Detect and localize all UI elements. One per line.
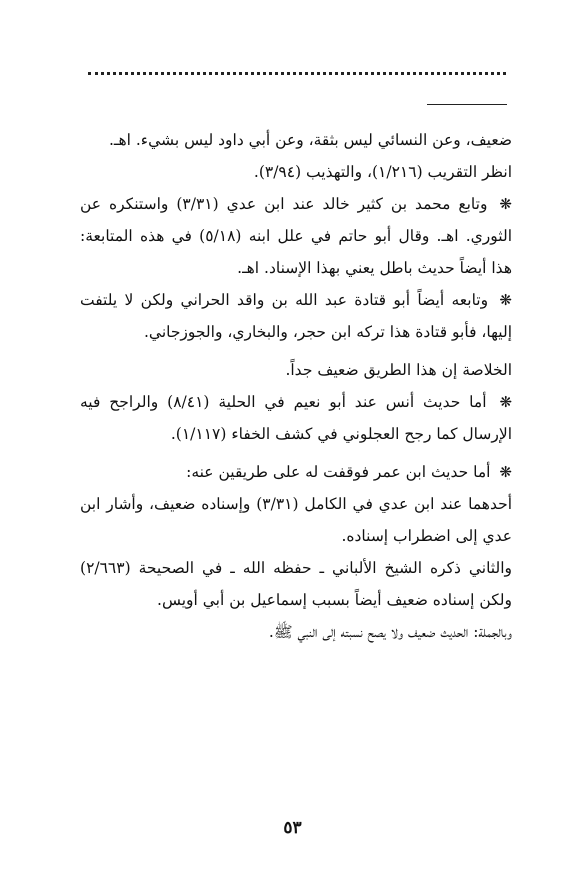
paragraph-7 <box>80 456 512 488</box>
paragraph-7-text: أما حديث ابن عمر فوقفت له على طريقين عنه: <box>186 463 491 481</box>
dotted-separator <box>88 62 506 75</box>
paragraph-3-text: وتابع محمد بن كثير خالد عند ابن عدي (٣/٣١) واستنكره عن الثوري. اهـ. وقال أبو حاتم في علل ابنه (٥/١٨) في هذه المتابعة: هذا أيضاً حديث باطل يعني بهذا الإسناد. اهـ. <box>80 195 512 277</box>
paragraph-9: والثاني ذكره الشيخ الألباني ـ حفظه الله ـ في الصحيحة (٢/٦٦٣) ولكن إسناده ضعيف أيضاً بسبب إسماعيل بن أبي أويس. <box>80 559 512 609</box>
paragraph-8: أحدهما عند ابن عدي في الكامل (٣/٣١) وإسناده ضعيف، وأشار ابن عدي إلى اضطراب إسناده. <box>80 495 513 545</box>
page-number: ٥٣ <box>283 818 302 838</box>
paragraph-6-text: أما حديث أنس عند أبو نعيم في الحلية (٨/٤١) والراجح فيه الإرسال كما رجح العجلوني في كشف الخفاء (١/١١٧). <box>80 393 512 443</box>
bullet-icon: ❋ <box>499 195 512 213</box>
footnote-body <box>80 124 512 648</box>
bullet-icon: ❋ <box>499 291 512 309</box>
paragraph-3 <box>80 188 512 284</box>
paragraph-4-text: وتابعه أيضاً أبو قتادة عبد الله بن واقد الحراني ولكن لا يلتفت إليها، فأبو قتادة هذا تركه ابن حجر، والبخاري، والجوزجاني. <box>80 291 512 341</box>
bullet-icon: ❋ <box>499 463 512 481</box>
paragraph-2: انظر التقريب (١/٢١٦)، والتهذيب (٣/٩٤). <box>253 163 512 181</box>
paragraph-5: الخلاصة إن هذا الطريق ضعيف جداً. <box>285 361 512 379</box>
footnote-rule <box>427 104 507 105</box>
paragraph-1: ضعيف، وعن النسائي ليس بثقة، وعن أبي داود ليس بشيء. اهـ. <box>108 131 512 149</box>
paragraph-10: وبالجملة: الحديث ضعيف ولا يصح نسبته إلى النبي ﷺ. <box>268 623 512 641</box>
bullet-icon: ❋ <box>499 393 513 411</box>
paragraph-4 <box>80 284 512 348</box>
paragraph-6 <box>80 386 512 450</box>
